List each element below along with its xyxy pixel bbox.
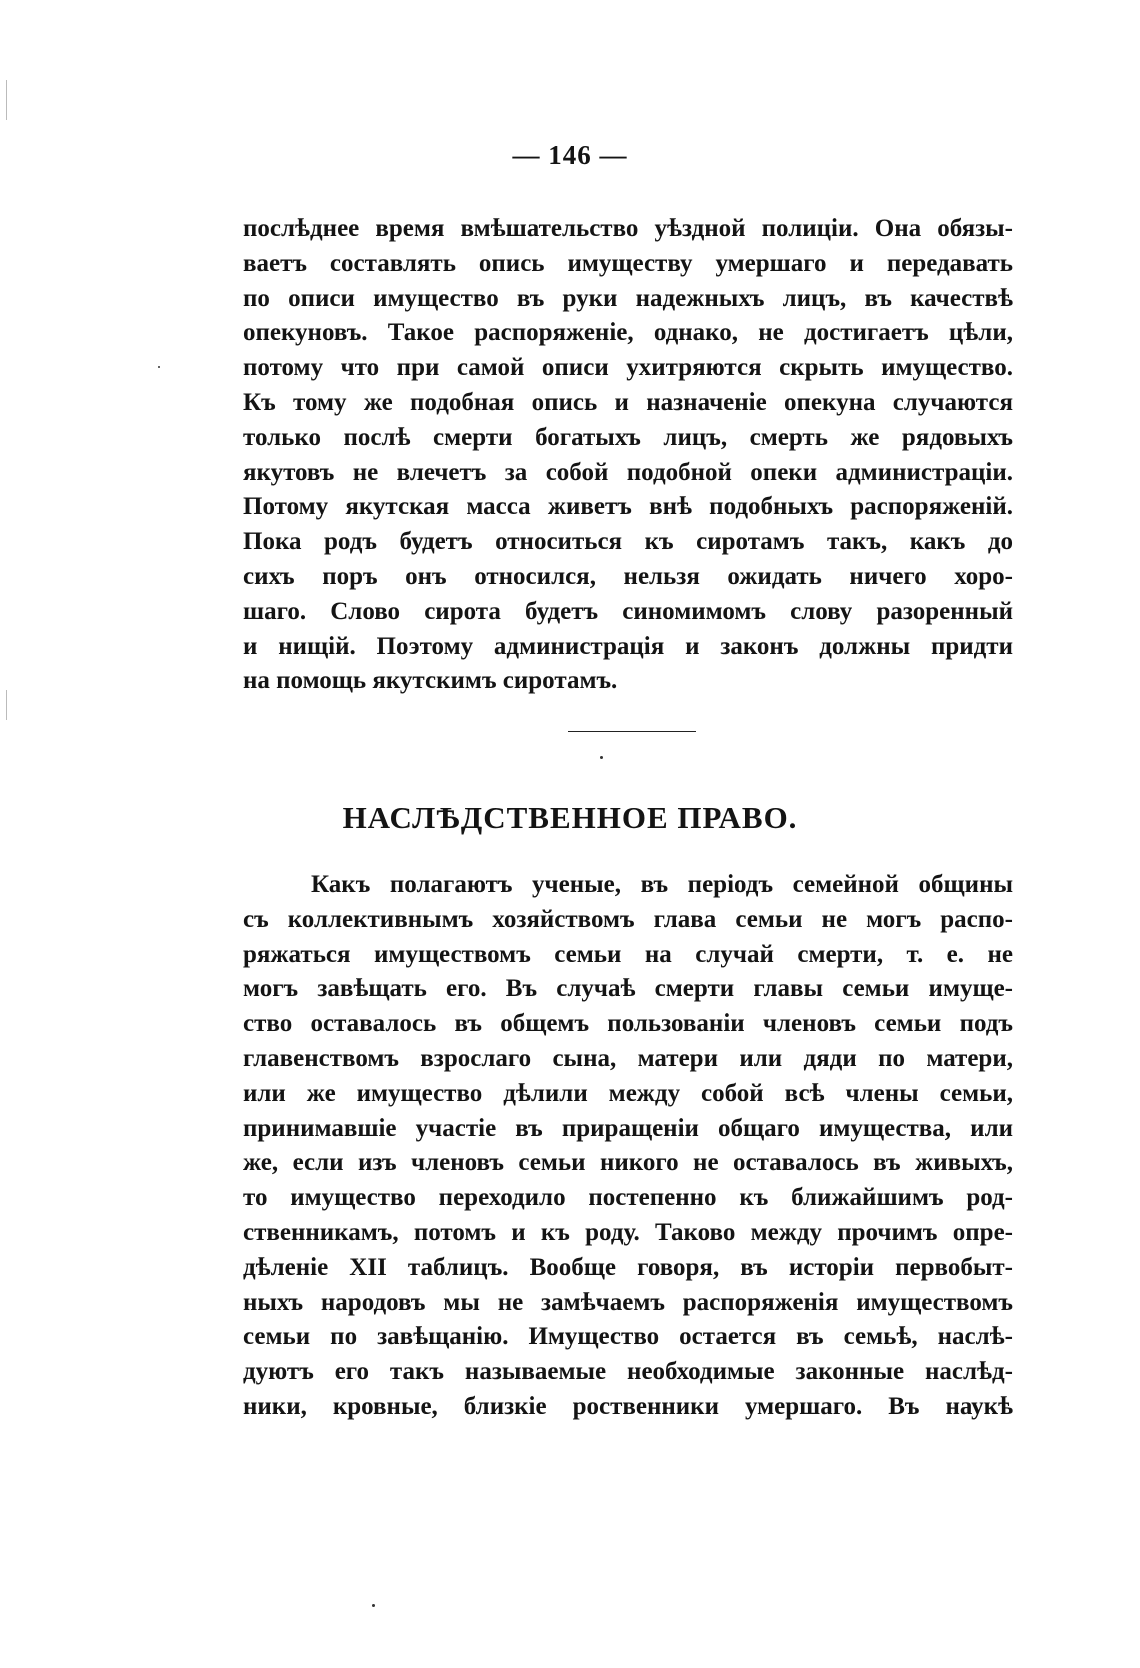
text-line: ство оставалось въ общемъ пользованіи членовъ семьи подъ [243,1010,1013,1038]
text-line: главенствомъ взрослаго сына, матери или дяди по матери, [243,1044,1013,1072]
text-line: по описи имущество въ руки надежныхъ лицъ, въ качествѣ [243,284,1013,312]
text-line: или же имущество дѣлили между собой всѣ члены семьи, [243,1079,1013,1107]
text-line: принимавшіе участіе въ приращеніи общаго имущества, или [243,1114,1013,1142]
text-line: Потому якутская масса живетъ внѣ подобныхъ распоряженій. [243,493,1013,521]
text-line: ваетъ составлять опись имуществу умершаго и передавать [243,249,1013,277]
text-line: ники, кровные, близкіе роственники умершаго. Въ наукѣ [243,1392,1013,1420]
text-line: семьи по завѣщанію. Имущество остается въ семьѣ, наслѣ- [243,1323,1013,1351]
scan-edge-mark [6,690,7,720]
text-line: съ коллективнымъ хозяйствомъ глава семьи не могъ распо- [243,905,1013,933]
text-line: то имущество переходило постепенно къ ближайшимъ род- [243,1184,1013,1212]
text-line: только послѣ смерти богатыхъ лицъ, смерть же рядовыхъ [243,423,1013,451]
section-heading: НАСЛѢДСТВЕННОЕ ПРАВО. [342,800,798,835]
text-line: же, если изъ членовъ семьи никого не оставалось въ живыхъ, [243,1149,1013,1177]
text-line: ныхъ народовъ мы не замѣчаемъ распоряженія имуществомъ [243,1288,1013,1316]
text-line: послѣднее время вмѣшательство уѣздной полиціи. Она обязы- [243,215,1013,242]
text-line: Къ тому же подобная опись и назначеніе опекуна случаются [243,388,1013,416]
page-number: — 146 — [512,140,628,170]
text-line: дуютъ его такъ называемые необходимые законные наслѣд- [243,1358,1013,1386]
text-line: якутовъ не влечетъ за собой подобной опеки администраціи. [243,458,1013,486]
text-line: Пока родъ будетъ относиться къ сиротамъ такъ, какъ до [243,528,1013,556]
text-line: Какъ полагаютъ ученые, въ періодъ семейной общины [311,871,1013,898]
text-line: сихъ поръ онъ относился, нельзя ожидать ничего хоро- [243,562,1013,590]
text-line: потому что при самой описи ухитряются скрыть имущество. [243,354,1013,382]
scan-edge-mark [6,80,7,120]
paragraph-continued [243,212,1013,699]
section-divider [568,731,696,732]
text-line: шаго. Слово сирота будетъ синомимомъ слову разоренный [243,597,1013,625]
text-line: опекуновъ. Такое распоряженіе, однако, не достигаетъ цѣли, [243,319,1013,347]
scan-speck [600,756,603,759]
text-line: ряжаться имуществомъ семьи на случай смерти, т. е. не [243,940,1013,968]
text-line: и нищій. Поэтому администрація и законъ должны придти [243,632,1013,660]
scan-speck [158,366,160,368]
text-line: дѣленіе XII таблицъ. Вообще говоря, въ исторіи первобыт- [243,1253,1013,1281]
text-line: на помощь якутскимъ сиротамъ. [243,667,618,695]
scan-speck [372,1604,375,1607]
text-line: могъ завѣщать его. Въ случаѣ смерти главы семьи имуще- [243,975,1013,1003]
text-line: ственникамъ, потомъ и къ роду. Таково между прочимъ опре- [243,1218,1013,1246]
paragraph-inheritance [243,868,1013,1425]
